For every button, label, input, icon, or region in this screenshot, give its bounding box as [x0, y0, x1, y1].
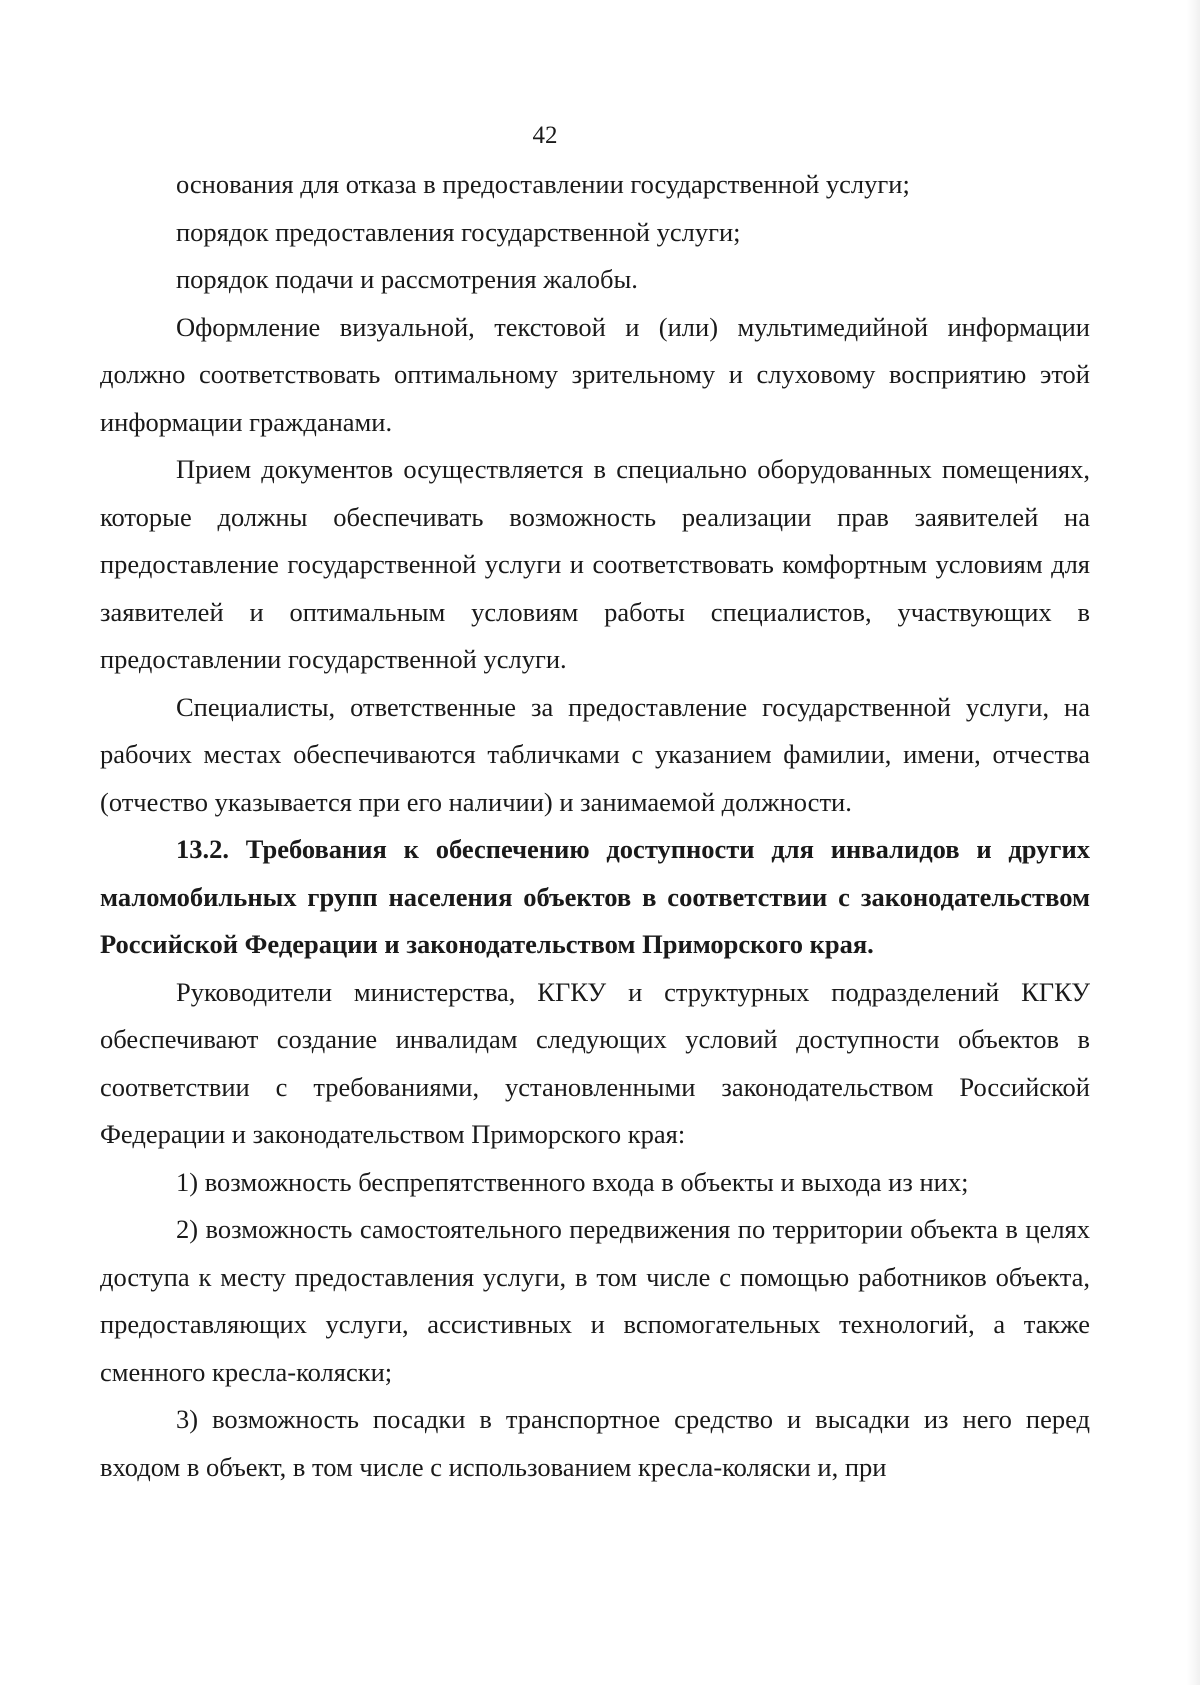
paragraph: Руководители министерства, КГКУ и структурных подразделений КГКУ обеспечивают создание инвалидам следующих условий доступности объектов в соответствии с требованиями, установленными законодательством Российской Федерации и законодательством Приморского края:	[100, 976, 1090, 1149]
scan-edge-shadow	[1186, 0, 1200, 1685]
paragraph: Прием документов осуществляется в специально оборудованных помещениях, которые должны обеспечивать возможность реализации прав заявителей на предоставление государственной услуги и соответствовать комфортным условиям для заявителей и оптимальным условиям работы специалистов, участвующих в предоставлении государственной услуги.	[100, 454, 1090, 674]
paragraph: Специалисты, ответственные за предоставление государственной услуги, на рабочих местах обеспечиваются табличками с указанием фамилии, имени, отчества (отчество указывается при его наличии) и занимаемой должности.	[100, 691, 1090, 817]
section-heading: 13.2. Требования к обеспечению доступности для инвалидов и других маломобильных групп населения объектов в соответствии с законодательством Российской Федерации и законодательством Приморского края.	[100, 834, 1090, 959]
paragraph: порядок предоставления государственной услуги;	[176, 216, 741, 247]
page-body	[100, 161, 1090, 1491]
paragraph: основания для отказа в предоставлении государственной услуги;	[176, 169, 910, 199]
page-number: 42	[532, 122, 558, 149]
paragraph: порядок подачи и рассмотрения жалобы.	[176, 264, 638, 294]
list-item: 2) возможность самостоятельного передвижения по территории объекта в целях доступа к месту предоставления услуги, в том числе с помощью работников объекта, предоставляющих услуги, ассистивных и вспомогательных технологий, а также сменного кресла-коляски;	[100, 1214, 1090, 1387]
list-item: 3) возможность посадки в транспортное средство и высадки из него перед входом в объект, в том числе с использованием кресла-коляски и, при	[100, 1404, 1090, 1482]
paragraph: Оформление визуальной, текстовой и (или) мультимедийной информации должно соответствовать оптимальному зрительному и слуховому восприятию этой информации гражданами.	[100, 311, 1090, 437]
list-item: 1) возможность беспрепятственного входа в объекты и выхода из них;	[176, 1166, 969, 1197]
